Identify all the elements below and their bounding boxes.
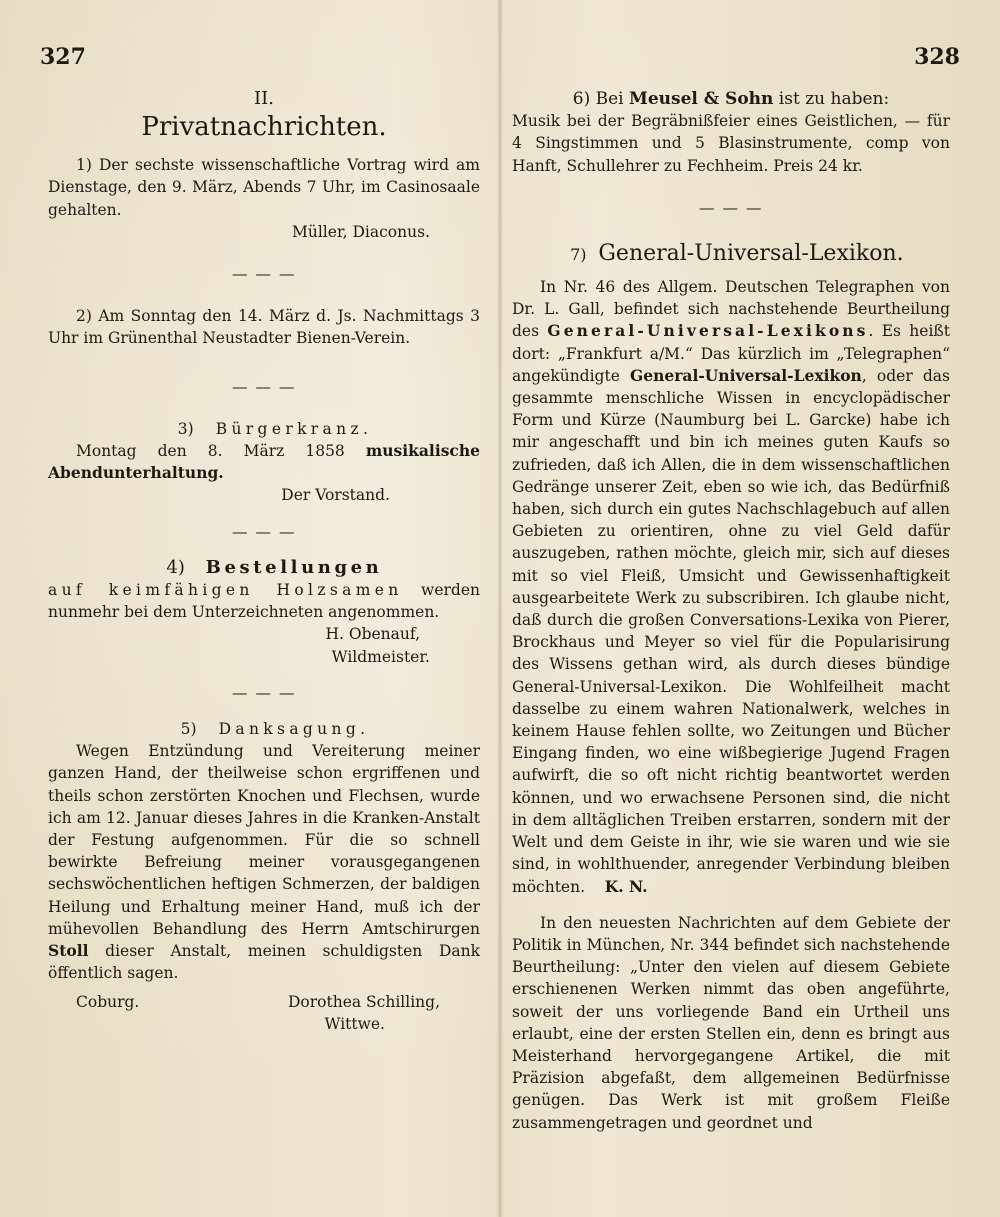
- notice-4-heading: Bestellungen: [205, 556, 383, 578]
- notice-5-signature-title: Wittwe.: [324, 1014, 385, 1033]
- notice-4-text-spaced: auf keimfähigen Holzsamen: [48, 581, 403, 600]
- notice-7-heading: General-Universal-Lexikon.: [598, 241, 904, 267]
- left-column: [48, 88, 480, 1035]
- notice-7-work-title-2: General-Universal-Lexikon: [630, 365, 862, 385]
- notice-5-number: 5): [180, 720, 197, 739]
- notice-5-signature-name: Dorothea Schilling,: [288, 992, 440, 1011]
- notice-3-heading: Bürgerkranz.: [215, 419, 373, 438]
- notice-7-review-text: In den neuesten Nachrichten auf dem Gebiete der Politik in München, Nr. 344 befindet sich nachstehende Beurtheilung: „Unter den vielen auf diesem Gebiete erschienenen Werken nimmt das oben angeführte, soweit der uns vorliegende Band ein Urtheil uns erlaubt, eine der ersten Stellen ein, denn es bringt aus Meisterhand hervorgegangene Artikel, die mit Präzision abgefaßt, dem allgemeinen Bedürfnisse genügen. Das Werk ist mit großem Fleiße zusammengetragen und geordnet und: [512, 913, 950, 1132]
- notice-3-signature: Der Vorstand.: [281, 486, 390, 505]
- section-title: Privatnachrichten.: [141, 112, 387, 143]
- notice-7-text-2: . Es heißt dort: „Frankfurt a/M.“ Das kürzlich im „Telegraphen“ angekündigte: [512, 322, 950, 385]
- page-number-right: 328: [914, 44, 960, 70]
- separator-rule: — — —: [698, 198, 764, 217]
- notice-7-text: In Nr. 46 des Allgem. Deutschen Telegraphen von Dr. L. Gall, befindet sich nachstehende Beurtheilung des: [512, 278, 950, 341]
- notice-6-firm: Meusel & Sohn: [629, 89, 774, 109]
- notice-7-initials: K. N.: [604, 876, 648, 896]
- notice-3-event: musikalische Abendunterhaltung.: [48, 441, 480, 483]
- notice-5-heading: Danksagung.: [218, 720, 370, 739]
- notice-5-surgeon: Stoll: [48, 941, 89, 961]
- notice-4-number: 4): [166, 556, 185, 578]
- page-gutter: [497, 0, 503, 1217]
- notice-2-text: 2) Am Sonntag den 14. März d. Js. Nachmittags 3 Uhr im Grünenthal Neustadter Bienen-Verein.: [48, 307, 480, 348]
- notice-1-signature: Müller, Diaconus.: [292, 222, 430, 241]
- separator-rule: — — —: [231, 522, 297, 541]
- notice-7-text-3: , oder das gesammte menschliche Wissen in encyclopädischer Form und Kürze (Naumburg bei L. Garcke) habe ich mir angeschafft und bin ich meines guten Kaufs so zufrieden, daß ich Allen, die in dem wissenschaftlichen Gedränge unserer Zeit, eben so wie ich, das Bedürfniß haben, sich durch ein gutes Nachschlagebuch auf allen Gebieten zu orientiren, ohne zu viel Geld dafür auszugeben, rathen möchte, gleich mir, sich auf dieses mit so viel Fleiß, Umsicht und Gewissenhaftigkeit ausgearbeitete Werk zu subscribiren. Ich glaube nicht, daß durch die großen Conversations-Lexika von Pierer, Brockhaus und Meyer so viel für die Popularisirung des Wissens gethan wird, als durch dieses bündige General-Universal-Lexikon. Die Wohlfeilheit macht dasselbe zu einem wahren Nationalwerk, welches in keinem Hause fehlen sollte, wo Zeitungen und Bücher Eingang finden, wo eine wißbegierige Jugend Fragen aufwirft, die so oft nicht richtig beantwortet werden können, und wo erwachsene Personen sind, die nicht in dem alltäglichen Treiben erstarren, sondern mit der Welt und dem Geiste in ihr, wie sie waren und wie sie sind, in wohlthuender, anregender Verbindung bleiben möchten.: [512, 366, 950, 896]
- separator-rule: — — —: [231, 683, 297, 702]
- right-column: [512, 88, 950, 1134]
- notice-7-work-title: General-Universal-Lexikons: [547, 321, 869, 341]
- page-number-left: 327: [40, 44, 86, 70]
- section-number: II.: [254, 88, 274, 109]
- notice-7-number: 7): [570, 245, 587, 265]
- notice-6-text: Musik bei der Begräbnißfeier eines Geistlichen, — für 4 Singstimmen und 5 Blasinstrumente, comp von Hanft, Schullehrer zu Fechheim. Preis 24 kr.: [512, 112, 950, 175]
- notice-4-text: werden nunmehr bei dem Unterzeichneten angenommen.: [48, 581, 480, 622]
- notice-6-intro-end: ist zu haben:: [773, 89, 890, 109]
- notice-5-text-end: dieser Anstalt, meinen schuldigsten Dank öffentlich sagen.: [48, 942, 480, 983]
- separator-rule: — — —: [231, 377, 297, 396]
- notice-4-signature-title: Wildmeister.: [331, 647, 430, 666]
- notice-5-place: Coburg.: [76, 992, 140, 1011]
- notice-3-text: Montag den 8. März 1858: [76, 442, 366, 461]
- separator-rule: — — —: [231, 265, 297, 284]
- notice-5-text: Wegen Entzündung und Vereiterung meiner ganzen Hand, der theilweise schon ergriffenen und theils schon zerstörten Knochen und Flechsen, wurde ich am 12. Januar dieses Jahres in die Kranken-Anstalt der Festung aufgenommen. Für die so schnell bewirkte Befreiung meiner vorausgegangenen sechswöchentlichen heftigen Schmerzen, der baldigen Heilung und Erhaltung meiner Hand, muß ich der mühevollen Behandlung des Herrn Amtschirurgen: [48, 742, 480, 938]
- notice-3-number: 3): [177, 419, 194, 438]
- notice-6-intro: 6) Bei: [572, 89, 630, 109]
- notice-1-text: 1) Der sechste wissenschaftliche Vortrag wird am Dienstage, den 9. März, Abends 7 Uhr, im Casinosaale gehalten.: [48, 156, 480, 219]
- notice-4-signature-name: H. Obenauf,: [325, 625, 420, 644]
